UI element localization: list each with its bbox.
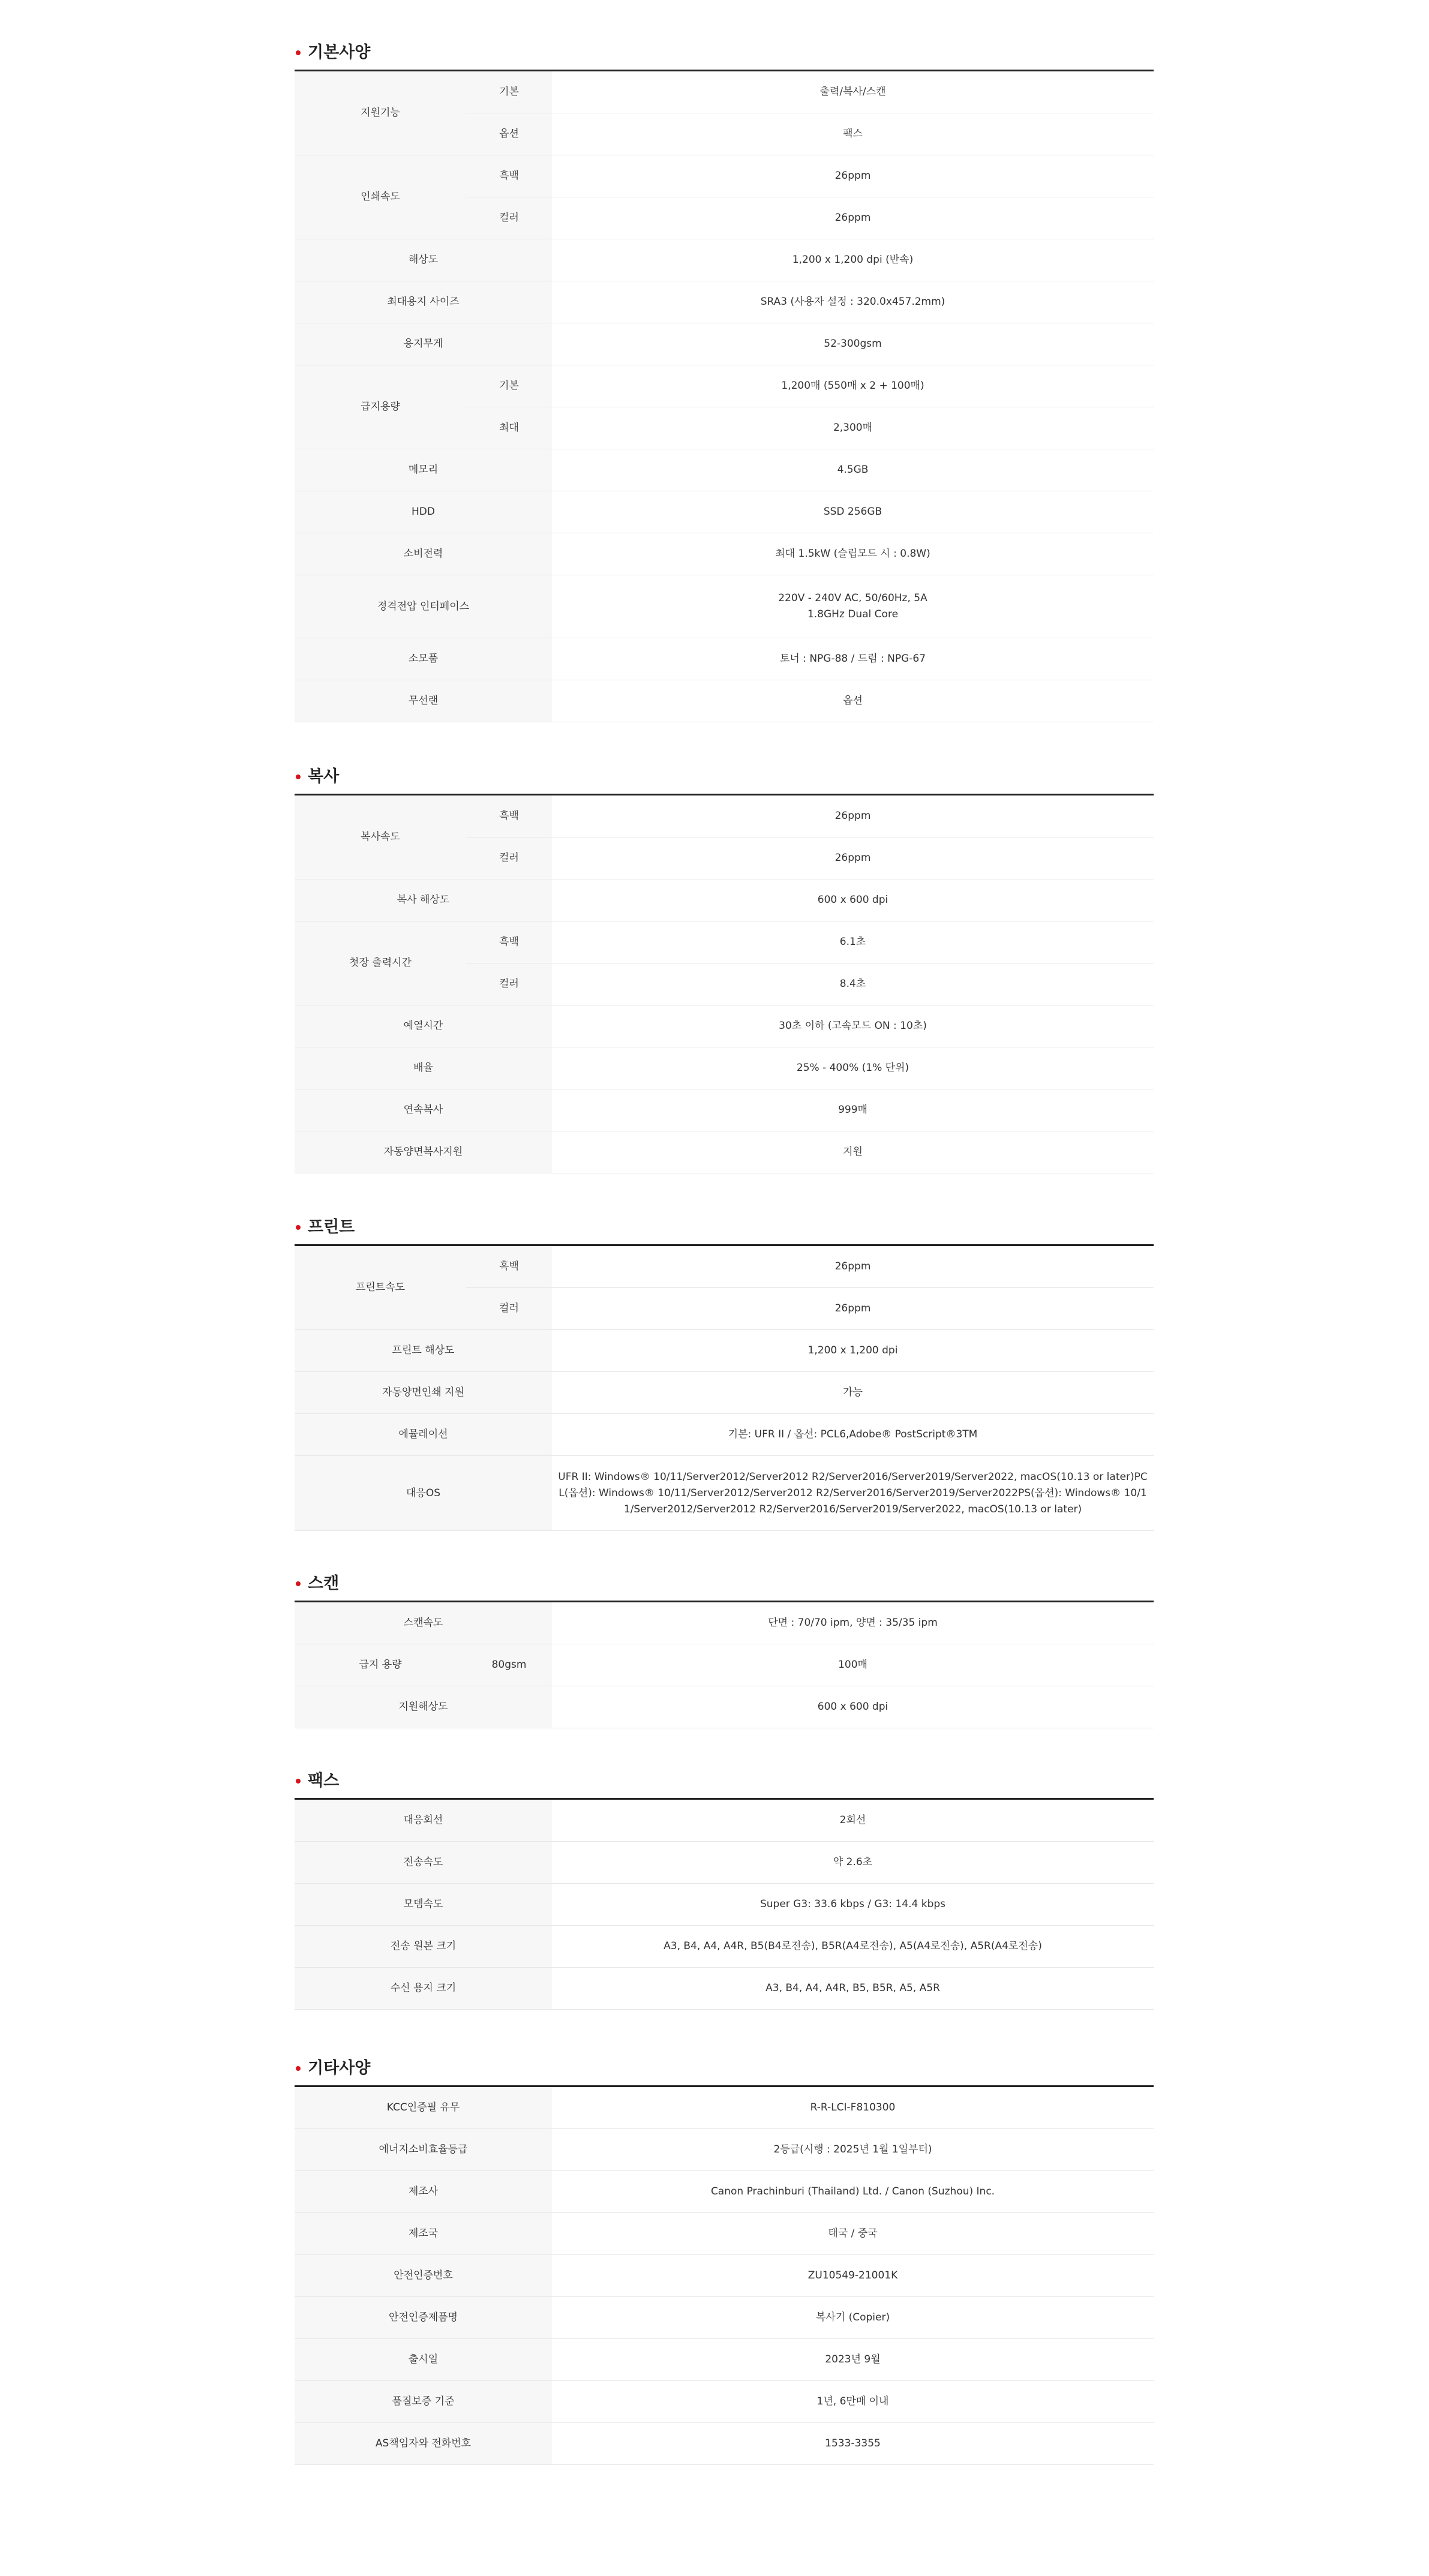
row-label: 자동양면인쇄 지원: [295, 1372, 552, 1414]
row-value: 100매: [552, 1644, 1154, 1686]
row-value: 26ppm: [552, 837, 1154, 879]
row-value: 지원: [552, 1131, 1154, 1173]
row-label: 복사 해상도: [295, 879, 552, 921]
bullet-icon: [296, 1779, 301, 1784]
row-label: 복사속도: [295, 795, 466, 879]
section-copy: [295, 766, 1154, 1173]
row-label: 출시일: [295, 2339, 552, 2381]
row-sublabel: 컬러: [466, 963, 552, 1005]
row-value: 999매: [552, 1089, 1154, 1131]
row-value: 팩스: [552, 113, 1154, 155]
table-row: [295, 365, 1154, 407]
row-sublabel: 흑백: [466, 155, 552, 197]
table-row: [295, 1968, 1154, 2010]
section-fax: [295, 1770, 1154, 2010]
row-sublabel: 컬러: [466, 837, 552, 879]
row-value: 토너 : NPG-88 / 드럼 : NPG-67: [552, 638, 1154, 680]
section-scan: [295, 1573, 1154, 1728]
row-label: AS책임자와 전화번호: [295, 2423, 552, 2465]
spec-table: [295, 70, 1154, 722]
table-row: [295, 155, 1154, 197]
table-row: [295, 1602, 1154, 1644]
bullet-icon: [296, 2066, 301, 2071]
row-value: 2회선: [552, 1799, 1154, 1842]
row-sublabel: 흑백: [466, 921, 552, 963]
section-title: 기타사양: [295, 2058, 1154, 2079]
row-value: R-R-LCI-F810300: [552, 2086, 1154, 2129]
section-title: 복사: [295, 766, 1154, 788]
table-row: [295, 1245, 1154, 1288]
table-row: [295, 2213, 1154, 2255]
table-row: [295, 1842, 1154, 1884]
row-value: 옵션: [552, 680, 1154, 722]
row-value: UFR II: Windows® 10/11/Server2012/Server2012 R2/Server2016/Server2019/Server2022, macOS(10.13 or later)PCL(옵션): Windows® 10/11/Server2012/Server2012 R2/Server2016/Server2019/Server2022PS(옵션): Windows® 10/11/Server2012/Server2012 R2/Server2016/Server2019/Server2022, macOS(10.13 or later): [552, 1456, 1154, 1531]
row-label: HDD: [295, 491, 552, 533]
row-label: 용지무게: [295, 323, 552, 365]
row-value: 태국 / 중국: [552, 2213, 1154, 2255]
row-value: 26ppm: [552, 197, 1154, 239]
spec-table: [295, 1601, 1154, 1728]
row-value: [552, 575, 1154, 638]
bullet-icon: [296, 50, 301, 55]
table-row: [295, 1456, 1154, 1531]
row-value: 1,200매 (550매 x 2 + 100매): [552, 365, 1154, 407]
row-sublabel: 컬러: [466, 1288, 552, 1330]
row-label: 제조국: [295, 2213, 552, 2255]
row-value: 1년, 6만매 이내: [552, 2381, 1154, 2423]
table-row: [295, 1926, 1154, 1968]
row-label: 안전인증번호: [295, 2255, 552, 2297]
row-value: ZU10549-21001K: [552, 2255, 1154, 2297]
row-label: 에너지소비효율등급: [295, 2129, 552, 2171]
row-label: 스캔속도: [295, 1602, 552, 1644]
row-value: 기본: UFR II / 옵션: PCL6,Adobe® PostScript®3TM: [552, 1414, 1154, 1456]
row-sublabel: 80gsm: [466, 1644, 552, 1686]
row-label: 전송속도: [295, 1842, 552, 1884]
table-row: [295, 1372, 1154, 1414]
row-value: 단면 : 70/70 ipm, 양면 : 35/35 ipm: [552, 1602, 1154, 1644]
row-value: A3, B4, A4, A4R, B5(B4로전송), B5R(A4로전송), A5(A4로전송), A5R(A4로전송): [552, 1926, 1154, 1968]
row-value: 26ppm: [552, 795, 1154, 837]
table-row: [295, 449, 1154, 491]
table-row: [295, 1414, 1154, 1456]
table-row: [295, 2086, 1154, 2129]
row-label: 모뎀속도: [295, 1884, 552, 1926]
bullet-icon: [296, 1581, 301, 1586]
row-value: 1533-3355: [552, 2423, 1154, 2465]
table-row: [295, 1686, 1154, 1728]
spec-table: [295, 1798, 1154, 2010]
table-row: [295, 575, 1154, 638]
row-label: 예열시간: [295, 1005, 552, 1047]
row-sublabel: 흑백: [466, 795, 552, 837]
row-sublabel: 기본: [466, 365, 552, 407]
table-row: [295, 680, 1154, 722]
row-value: 600 x 600 dpi: [552, 879, 1154, 921]
row-value: 25% - 400% (1% 단위): [552, 1047, 1154, 1089]
table-row: [295, 281, 1154, 323]
table-row: [295, 323, 1154, 365]
table-row: [295, 1131, 1154, 1173]
row-value: 6.1초: [552, 921, 1154, 963]
row-value: 26ppm: [552, 1245, 1154, 1288]
table-row: [295, 2381, 1154, 2423]
table-row: [295, 1089, 1154, 1131]
row-label: 급지 용량: [295, 1644, 466, 1686]
section-print: [295, 1217, 1154, 1531]
row-label-line: 정격전압: [377, 600, 417, 613]
row-value: 2023년 9월: [552, 2339, 1154, 2381]
section-title: 기본사양: [295, 42, 1154, 64]
row-value: 52-300gsm: [552, 323, 1154, 365]
row-value: 30초 이하 (고속모드 ON : 10초): [552, 1005, 1154, 1047]
row-value: 2등급(시행 : 2025년 1월 1일부터): [552, 2129, 1154, 2171]
section-title: 프린트: [295, 1217, 1154, 1238]
table-row: [295, 491, 1154, 533]
row-label: 메모리: [295, 449, 552, 491]
row-value-line: 1.8GHz Dual Core: [807, 608, 899, 620]
table-row: [295, 2339, 1154, 2381]
row-label: 수신 용지 크기: [295, 1968, 552, 2010]
row-value: 4.5GB: [552, 449, 1154, 491]
table-row: [295, 879, 1154, 921]
spec-table: [295, 794, 1154, 1173]
table-row: [295, 1799, 1154, 1842]
spec-page: [295, 42, 1154, 2465]
row-label: 급지용량: [295, 365, 466, 449]
row-label: 첫장 출력시간: [295, 921, 466, 1005]
row-value: A3, B4, A4, A4R, B5, B5R, A5, A5R: [552, 1968, 1154, 2010]
section-title: 팩스: [295, 1770, 1154, 1792]
table-row: [295, 795, 1154, 837]
row-value: 26ppm: [552, 155, 1154, 197]
table-row: [295, 1047, 1154, 1089]
row-label: 대응회선: [295, 1799, 552, 1842]
row-label: 연속복사: [295, 1089, 552, 1131]
row-value: Super G3: 33.6 kbps / G3: 14.4 kbps: [552, 1884, 1154, 1926]
table-row: [295, 71, 1154, 113]
row-label: 무선랜: [295, 680, 552, 722]
bullet-icon: [296, 774, 301, 779]
row-label: 지원기능: [295, 71, 466, 155]
table-row: [295, 2423, 1154, 2465]
row-sublabel: 옵션: [466, 113, 552, 155]
row-label: 해상도: [295, 239, 552, 281]
table-row: [295, 1330, 1154, 1372]
row-value: 2,300매: [552, 407, 1154, 449]
row-label: 에뮬레이션: [295, 1414, 552, 1456]
row-value: 복사기 (Copier): [552, 2297, 1154, 2339]
table-row: [295, 638, 1154, 680]
row-label: 배율: [295, 1047, 552, 1089]
row-value: 가능: [552, 1372, 1154, 1414]
table-row: [295, 2129, 1154, 2171]
row-label: 최대용지 사이즈: [295, 281, 552, 323]
row-label: 소모품: [295, 638, 552, 680]
table-row: [295, 239, 1154, 281]
row-label: 전송 원본 크기: [295, 1926, 552, 1968]
row-label: KCC인증필 유무: [295, 2086, 552, 2129]
section-basic-specs: [295, 42, 1154, 722]
row-label: 자동양면복사지원: [295, 1131, 552, 1173]
table-row: [295, 2171, 1154, 2213]
row-label: 대응OS: [295, 1456, 552, 1531]
row-sublabel: 흑백: [466, 1245, 552, 1288]
spec-table: [295, 1244, 1154, 1531]
row-label: 안전인증제품명: [295, 2297, 552, 2339]
table-row: [295, 921, 1154, 963]
table-row: [295, 2255, 1154, 2297]
row-value: SRA3 (사용자 설정 : 320.0x457.2mm): [552, 281, 1154, 323]
spec-table: [295, 2085, 1154, 2465]
section-other-specs: [295, 2058, 1154, 2465]
table-row: [295, 1005, 1154, 1047]
row-label-line: 인터페이스: [419, 600, 470, 613]
row-sublabel: 컬러: [466, 197, 552, 239]
row-sublabel: 최대: [466, 407, 552, 449]
row-value: Canon Prachinburi (Thailand) Ltd. / Canon (Suzhou) Inc.: [552, 2171, 1154, 2213]
table-row: [295, 533, 1154, 575]
row-value: 26ppm: [552, 1288, 1154, 1330]
row-label: 프린트속도: [295, 1245, 466, 1330]
row-label: 지원해상도: [295, 1686, 552, 1728]
row-label: 프린트 해상도: [295, 1330, 552, 1372]
row-value: 1,200 x 1,200 dpi (반속): [552, 239, 1154, 281]
row-label: 제조사: [295, 2171, 552, 2213]
row-value: 최대 1.5kW (슬립모드 시 : 0.8W): [552, 533, 1154, 575]
row-label: 인쇄속도: [295, 155, 466, 239]
row-label: [295, 575, 552, 638]
table-row: [295, 1884, 1154, 1926]
row-value: SSD 256GB: [552, 491, 1154, 533]
row-value: 8.4초: [552, 963, 1154, 1005]
row-value: 약 2.6초: [552, 1842, 1154, 1884]
section-title: 스캔: [295, 1573, 1154, 1595]
table-row: [295, 1644, 1154, 1686]
row-value-line: 220V - 240V AC, 50/60Hz, 5A: [778, 592, 927, 604]
bullet-icon: [296, 1225, 301, 1230]
row-label: 품질보증 기준: [295, 2381, 552, 2423]
row-label: 소비전력: [295, 533, 552, 575]
table-row: [295, 2297, 1154, 2339]
row-value: 1,200 x 1,200 dpi: [552, 1330, 1154, 1372]
row-value: 600 x 600 dpi: [552, 1686, 1154, 1728]
row-sublabel: 기본: [466, 71, 552, 113]
row-value: 출력/복사/스캔: [552, 71, 1154, 113]
